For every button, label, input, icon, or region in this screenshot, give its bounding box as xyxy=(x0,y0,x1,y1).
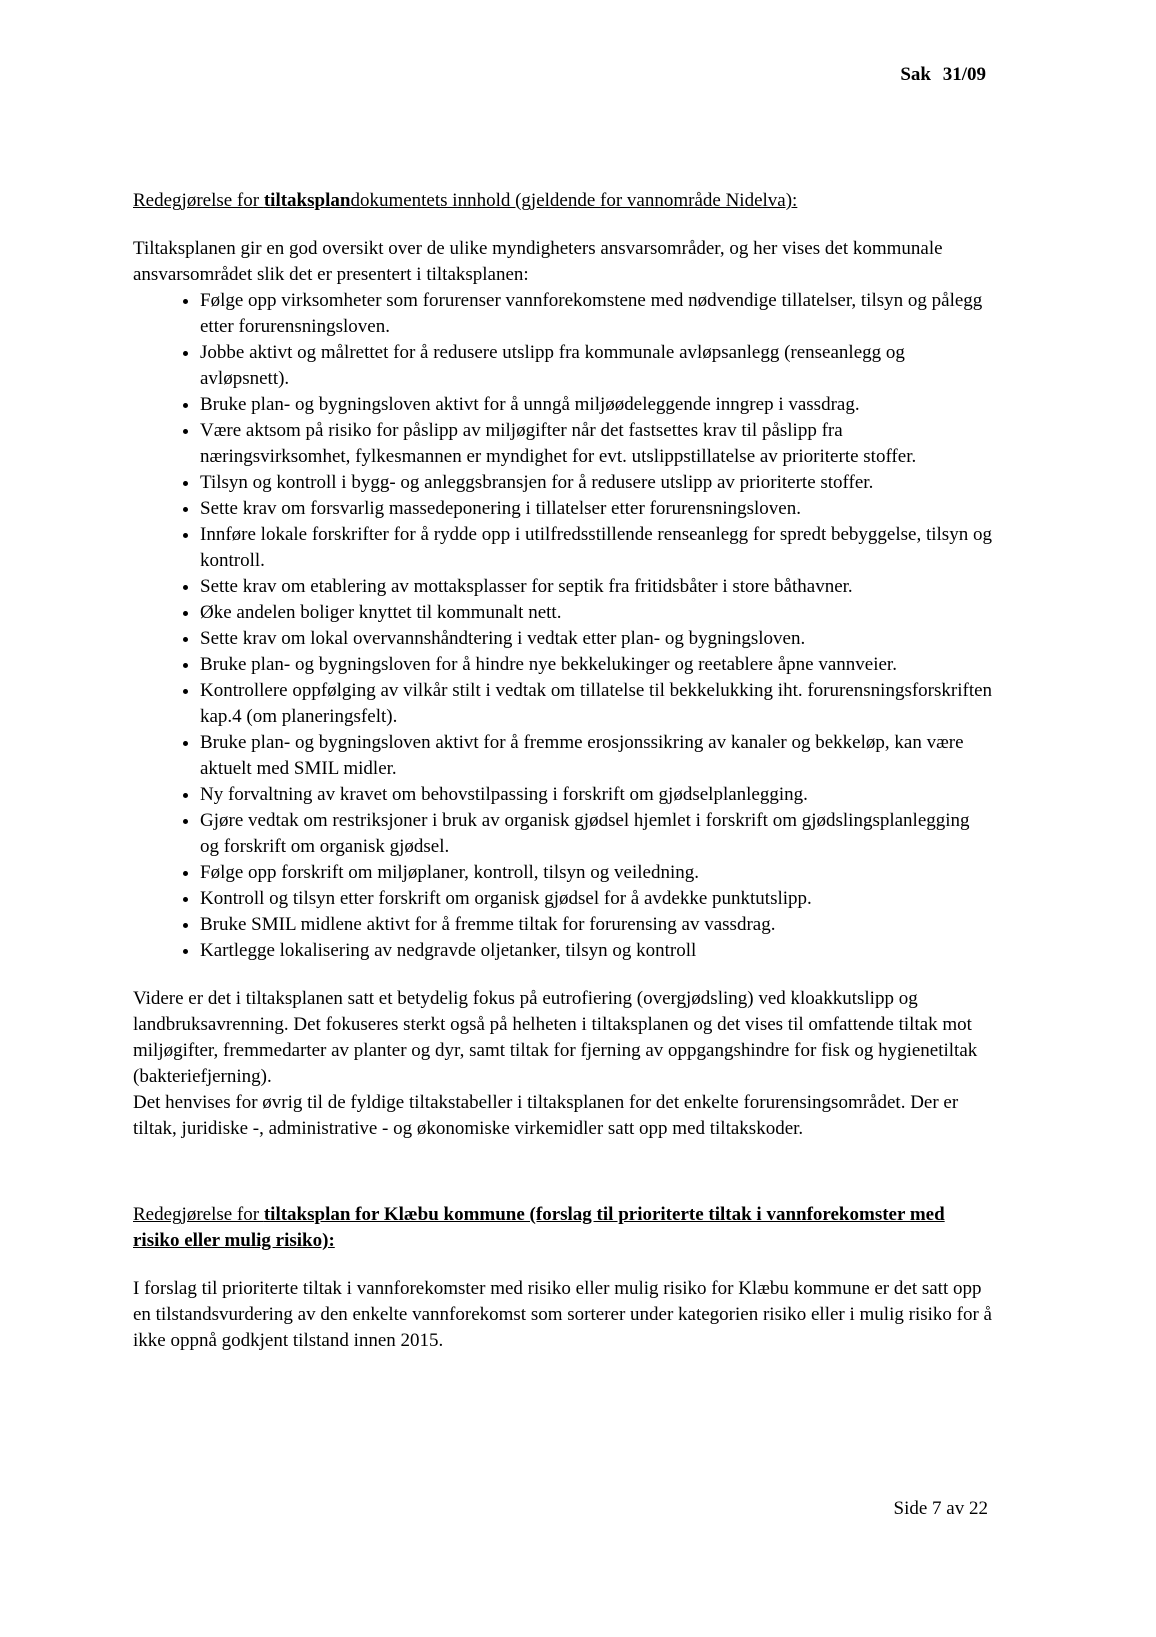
bullet-list xyxy=(133,288,993,964)
bullet-item: • Være aktsom på risiko for påslipp av miljøgifter når det fastsettes krav til påslipp fra næringsvirksomhet, fylkesmannen er myndighet for evt. utslippstillatelse av prioriterte stoffer. xyxy=(200,418,993,470)
bullet-item: • Ny forvaltning av kravet om behovstilpassing i forskrift om gjødselplanlegging. xyxy=(200,782,993,808)
section1-heading xyxy=(133,188,993,214)
section1-heading-bold: tiltaksplan xyxy=(263,190,351,211)
section1-heading-post: dokumentets innhold (gjeldende for vannområde Nidelva): xyxy=(350,190,798,211)
section1-paragraph-videre: Videre er det i tiltaksplanen satt et betydelig fokus på eutrofiering (overgjødsling) ved kloakkutslipp og landbruksavrenning. Det fokuseres sterkt også på helheten i tiltaksplanen og det vises til omfattende tiltak mot miljøgifter, fremmedarter av planter og dyr, samt tiltak for fjerning av oppgangshindre for fisk og hygienetiltak (bakteriefjerning). xyxy=(133,988,978,1087)
bullet-item: • Sette krav om forsvarlig massedeponering i tillatelser etter forurensningsloven. xyxy=(200,496,993,522)
section2-heading-bold: tiltaksplan for Klæbu kommune (forslag til prioriterte tiltak i vannforekomster med risiko eller mulig risiko): xyxy=(133,1204,945,1251)
section2-heading-pre: Redegjørelse for xyxy=(133,1204,264,1225)
bullet-item: • Jobbe aktivt og målrettet for å redusere utslipp fra kommunale avløpsanlegg (renseanlegg og avløpsnett). xyxy=(200,340,993,392)
section1-paragraph-henvises: Det henvises for øvrig til de fyldige tiltakstabeller i tiltaksplanen for det enkelte forurensingsområdet. Der er tiltak, juridiske -, administrative - og økonomiske virkemidler satt opp med tiltakskoder. xyxy=(133,1092,959,1139)
section1-intro-paragraph: Tiltaksplanen gir en god oversikt over de ulike myndigheters ansvarsområder, og her vises det kommunale ansvarsområdet slik det er presentert i tiltaksplanen: xyxy=(133,238,943,285)
section2-heading xyxy=(133,1202,993,1254)
page-footer: Side 7 av 22 xyxy=(893,1498,988,1519)
bullet-item: • Sette krav om etablering av mottaksplasser for septik fra fritidsbåter i store båthavner. xyxy=(200,574,993,600)
bullet-item: • Bruke plan- og bygningsloven for å hindre nye bekkelukinger og reetablere åpne vannveier. xyxy=(200,652,993,678)
bullet-item: • Tilsyn og kontroll i bygg- og anleggsbransjen for å redusere utslipp av prioriterte stoffer. xyxy=(200,470,993,496)
bullet-item: • Bruke plan- og bygningsloven aktivt for å fremme erosjonssikring av kanaler og bekkeløp, kan være aktuelt med SMIL midler. xyxy=(200,730,993,782)
bullet-item: • Følge opp virksomheter som forurenser vannforekomstene med nødvendige tillatelser, tilsyn og pålegg etter forurensningsloven. xyxy=(200,288,993,340)
bullet-item: • Gjøre vedtak om restriksjoner i bruk av organisk gjødsel hjemlet i forskrift om gjødslingsplanlegging og forskrift om organisk gjødsel. xyxy=(200,808,993,860)
bullet-item: • Kontrollere oppfølging av vilkår stilt i vedtak om tillatelse til bekkelukking iht. forurensningsforskriften kap.4 (om planeringsfelt). xyxy=(200,678,993,730)
bullet-item: • Innføre lokale forskrifter for å rydde opp i utilfredsstillende renseanlegg for spredt bebyggelse, tilsyn og kontroll. xyxy=(200,522,993,574)
bullet-item: • Bruke SMIL midlene aktivt for å fremme tiltak for forurensing av vassdrag. xyxy=(200,912,993,938)
section2-paragraph: I forslag til prioriterte tiltak i vannforekomster med risiko eller mulig risiko for Klæbu kommune er det satt opp en tilstandsvurdering av den enkelte vannforekomst som sorterer under kategorien risiko eller i mulig risiko for å ikke oppnå godkjent tilstand innen 2015. xyxy=(133,1278,992,1351)
document-content xyxy=(133,188,993,1354)
bullet-item: • Sette krav om lokal overvannshåndtering i vedtak etter plan- og bygningsloven. xyxy=(200,626,993,652)
bullet-item: • Kontroll og tilsyn etter forskrift om organisk gjødsel for å avdekke punktutslipp. xyxy=(200,886,993,912)
bullet-item: • Øke andelen boliger knyttet til kommunalt nett. xyxy=(200,600,993,626)
bullet-item: • Kartlegge lokalisering av nedgravde oljetanker, tilsyn og kontroll xyxy=(200,938,993,964)
section1-heading-pre: Redegjørelse for xyxy=(133,190,264,211)
bullet-item: • Bruke plan- og bygningsloven aktivt for å unngå miljøødeleggende inngrep i vassdrag. xyxy=(200,392,993,418)
bullet-item: • Følge opp forskrift om miljøplaner, kontroll, tilsyn og veiledning. xyxy=(200,860,993,886)
case-reference: Sak 31/09 xyxy=(900,64,986,85)
